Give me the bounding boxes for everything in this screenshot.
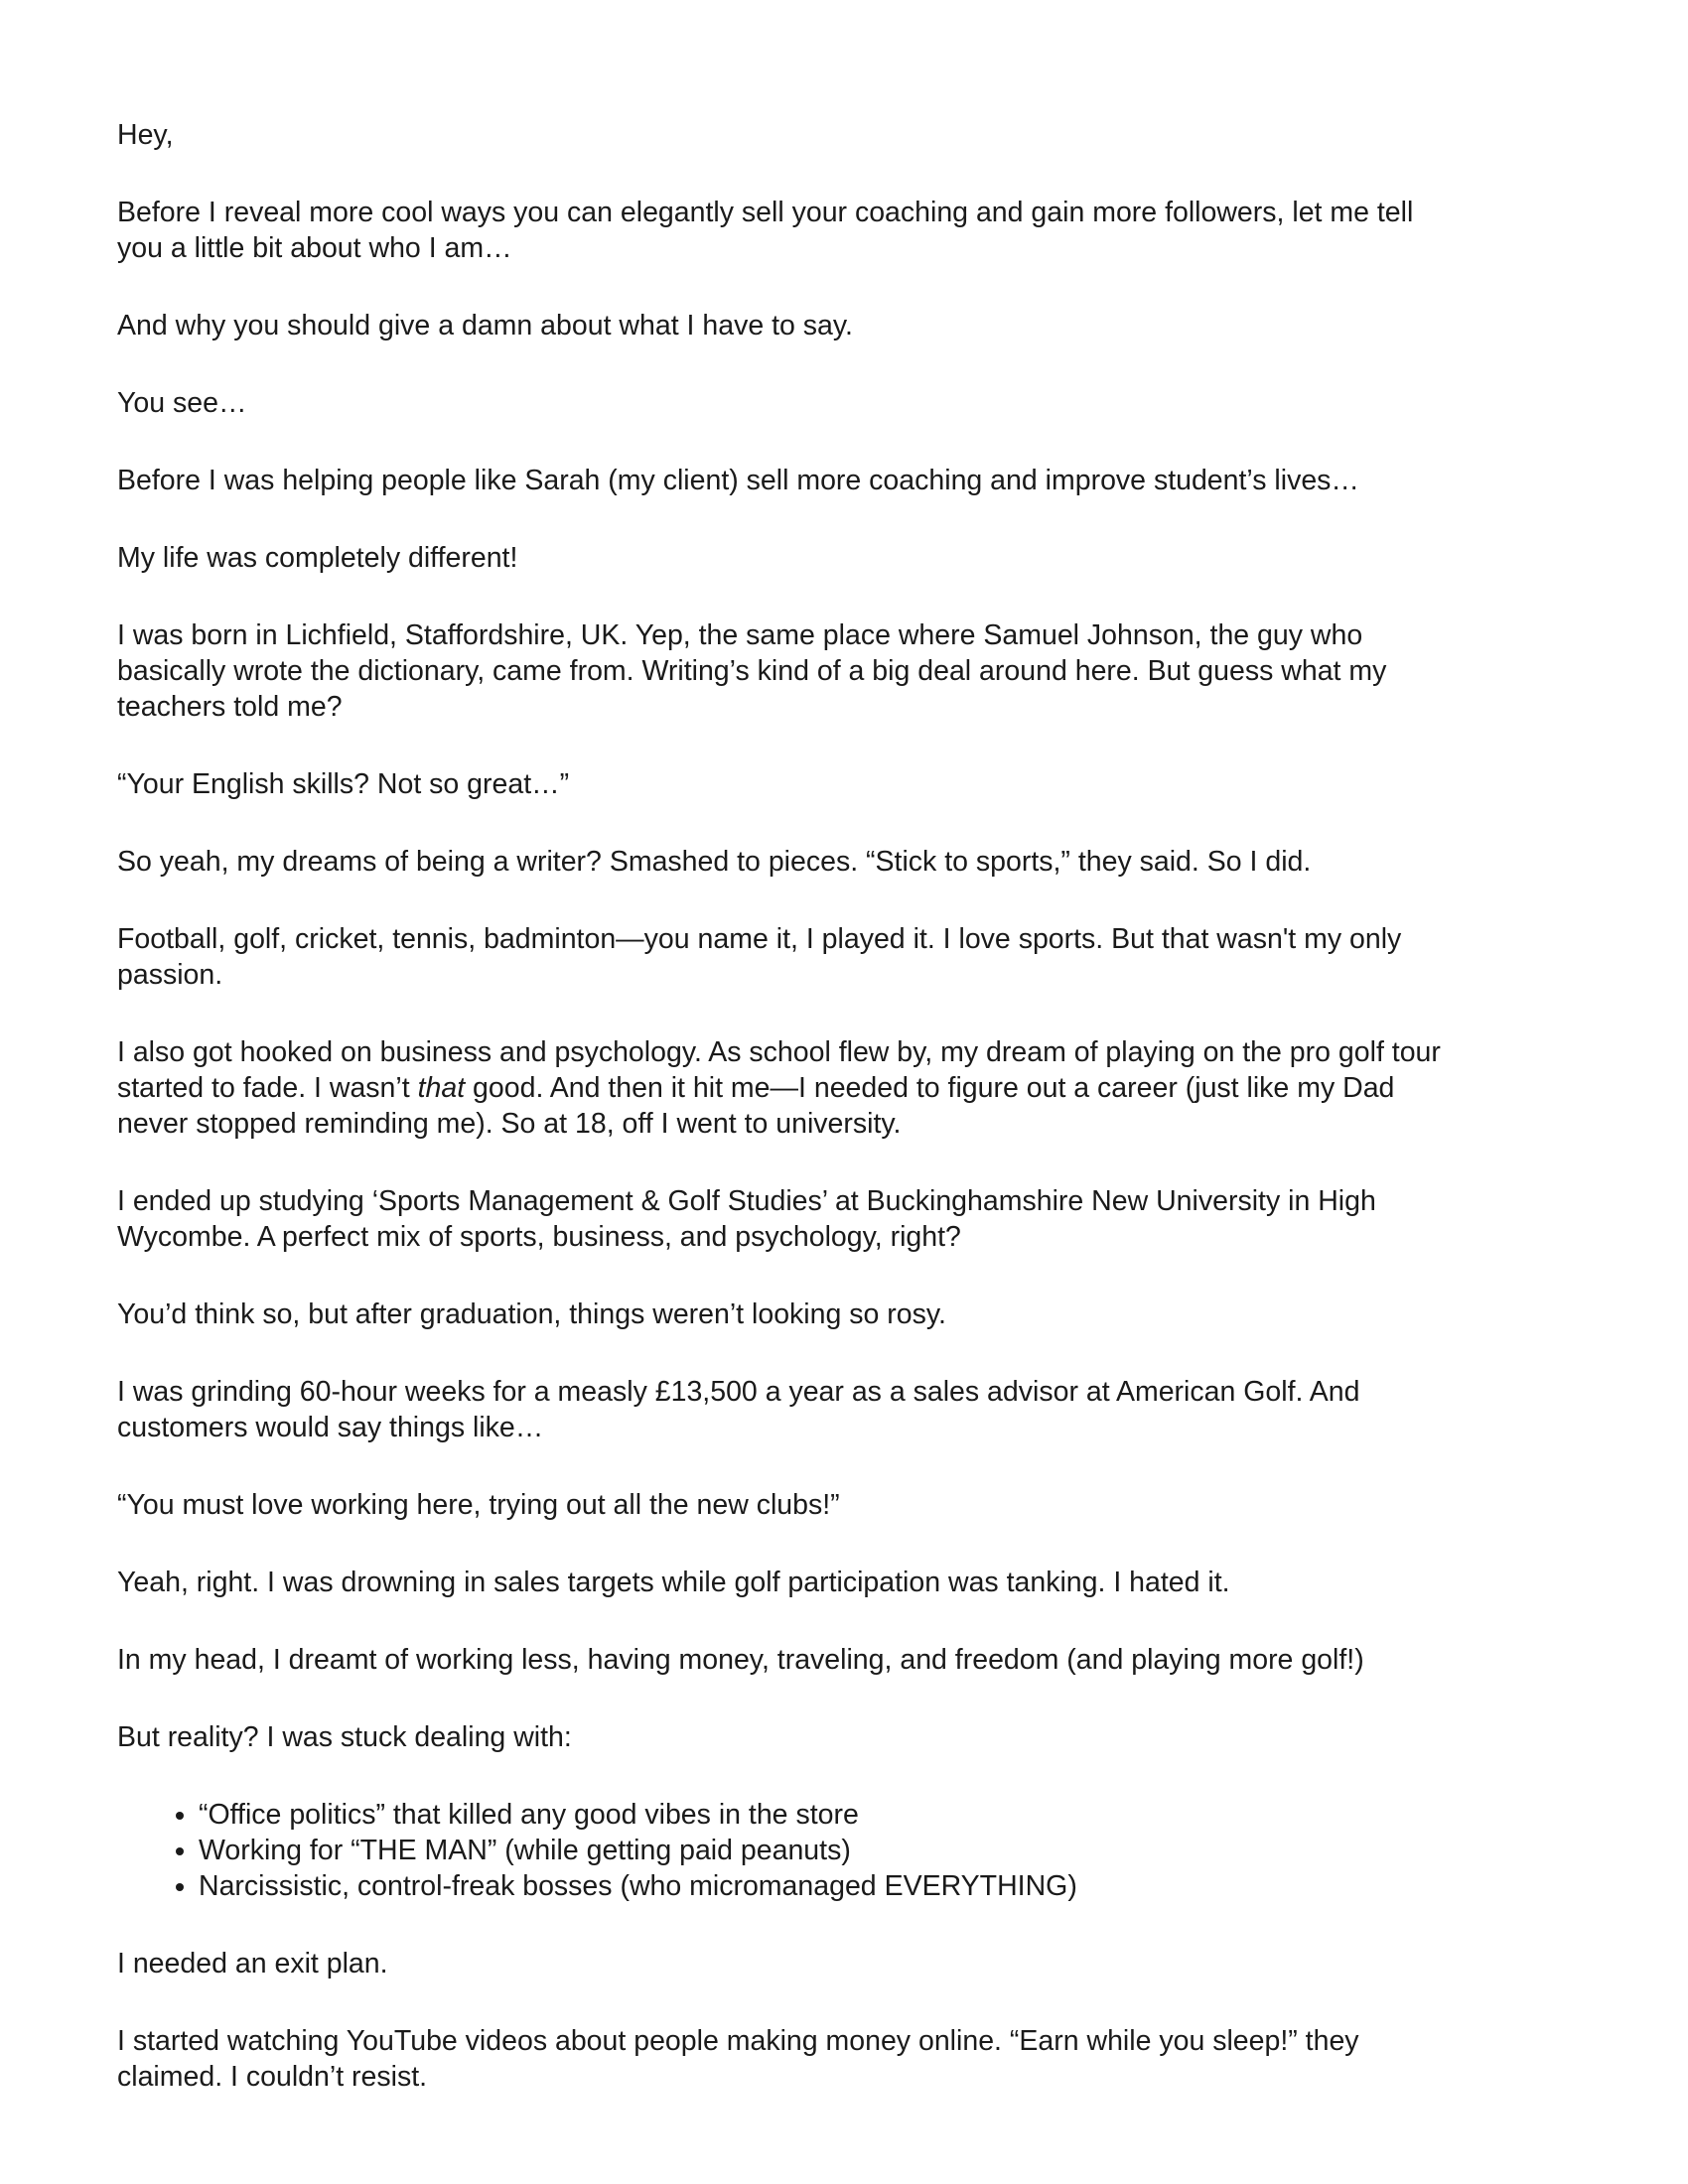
document-page bbox=[117, 117, 1448, 2136]
paragraph: Before I reveal more cool ways you can elegantly sell your coaching and gain more followers, let me tell you a little bit about who I am… bbox=[117, 197, 1414, 264]
paragraph: So yeah, my dreams of being a writer? Smashed to pieces. “Stick to sports,” they said. So I did. bbox=[117, 846, 1312, 878]
paragraph: You see… bbox=[117, 387, 247, 419]
paragraph: I needed an exit plan. bbox=[117, 1948, 388, 1979]
paragraph-with-emphasis bbox=[117, 1034, 1448, 1142]
text-segment: good. And then it hit me—I needed to figure out a career (just like my Dad never stopped reminding me). So at 18, off I went to university. bbox=[117, 1072, 1395, 1140]
bullet-item: • Working for “THE MAN” (while getting paid peanuts) bbox=[199, 1833, 1448, 1868]
greeting: Hey, bbox=[117, 119, 174, 151]
paragraph: But reality? I was stuck dealing with: bbox=[117, 1721, 572, 1753]
paragraph: In my head, I dreamt of working less, having money, traveling, and freedom (and playing more golf!) bbox=[117, 1644, 1364, 1676]
paragraph: I was grinding 60-hour weeks for a measly £13,500 a year as a sales advisor at American Golf. And customers would say things like… bbox=[117, 1376, 1360, 1443]
paragraph: Before I was helping people like Sarah (my client) sell more coaching and improve student’s lives… bbox=[117, 465, 1359, 496]
bullet-item: • “Office politics” that killed any good vibes in the store bbox=[199, 1797, 1448, 1833]
quote-paragraph: “You must love working here, trying out all the new clubs!” bbox=[117, 1489, 840, 1521]
bullet-list bbox=[117, 1797, 1448, 1904]
quote-paragraph: “Your English skills? Not so great…” bbox=[117, 768, 570, 800]
paragraph: I started watching YouTube videos about people making money online. “Earn while you sleep!” they claimed. I couldn’t resist. bbox=[117, 2025, 1359, 2093]
emphasized-text: that bbox=[417, 1072, 466, 1104]
bullet-item: • Narcissistic, control-freak bosses (who micromanaged EVERYTHING) bbox=[199, 1868, 1448, 1904]
paragraph: You’d think so, but after graduation, things weren’t looking so rosy. bbox=[117, 1298, 946, 1330]
paragraph: Football, golf, cricket, tennis, badminton—you name it, I played it. I love sports. But that wasn't my only passion. bbox=[117, 923, 1402, 991]
paragraph: And why you should give a damn about what I have to say. bbox=[117, 310, 853, 341]
paragraph: Yeah, right. I was drowning in sales targets while golf participation was tanking. I hated it. bbox=[117, 1567, 1230, 1598]
paragraph: I was born in Lichfield, Staffordshire, UK. Yep, the same place where Samuel Johnson, the guy who basically wrote the dictionary, came from. Writing’s kind of a big deal around here. But guess what my teachers told me? bbox=[117, 619, 1387, 723]
text-segment: I also got hooked on business and psychology. As school flew by, my dream of playing on the pro golf tour started to fade. I wasn’t bbox=[117, 1036, 1441, 1104]
paragraph: My life was completely different! bbox=[117, 542, 518, 574]
paragraph: I ended up studying ‘Sports Management & Golf Studies’ at Buckinghamshire New University in High Wycombe. A perfect mix of sports, business, and psychology, right? bbox=[117, 1185, 1376, 1253]
